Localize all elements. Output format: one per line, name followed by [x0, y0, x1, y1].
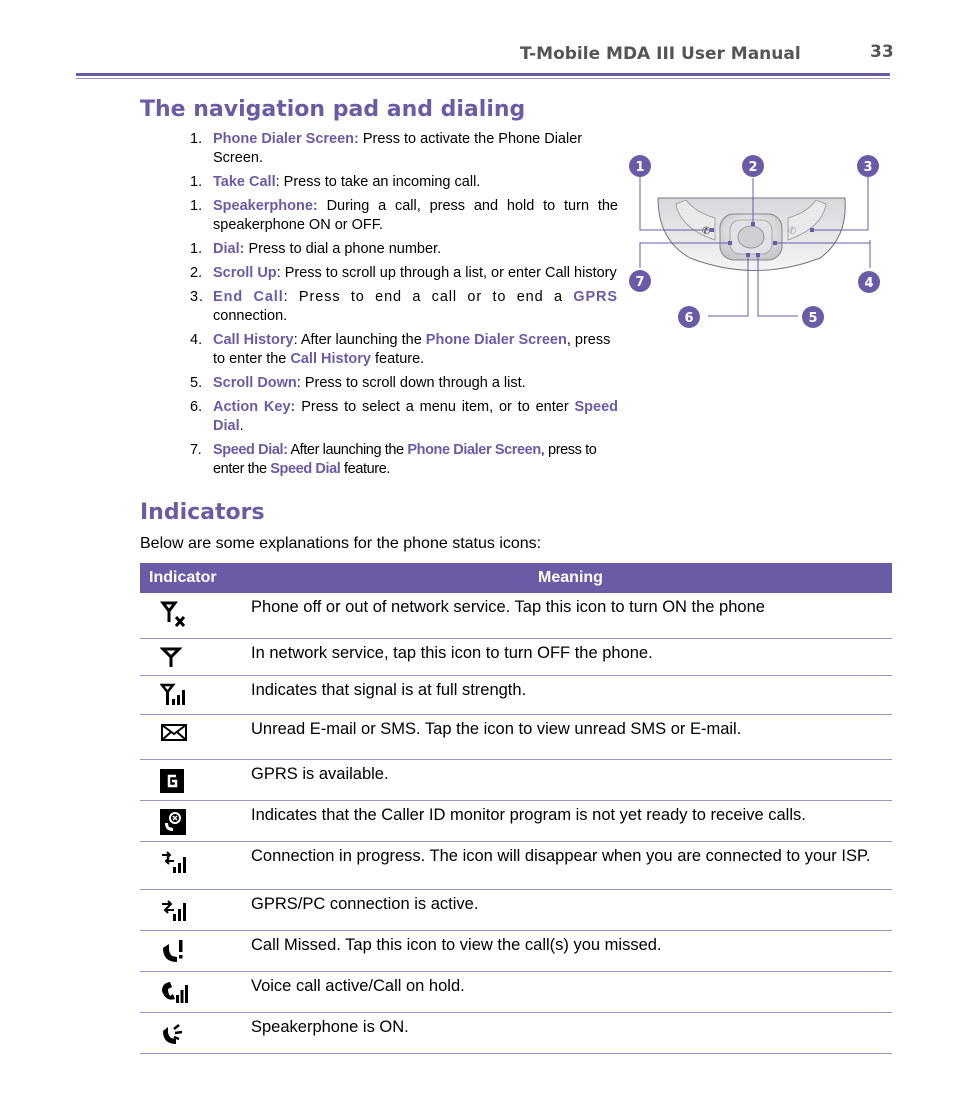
- list-item: [190, 130, 618, 168]
- missed-call-icon: [160, 938, 188, 971]
- list-item: [190, 374, 618, 393]
- item-text: : Press to scroll up through a list, or enter Call history: [276, 265, 617, 281]
- indicator-meaning: Phone off or out of network service. Tap this icon to turn ON the phone: [249, 593, 892, 638]
- item-number: 1.: [190, 241, 203, 257]
- indicator-meaning: GPRS is available.: [249, 759, 892, 800]
- antenna-icon: [160, 646, 188, 675]
- svg-text:4: 4: [864, 276, 874, 291]
- page-number: 33: [870, 42, 894, 62]
- svg-text:5: 5: [808, 311, 818, 326]
- callout-5: [802, 306, 824, 328]
- callout-2: [742, 155, 764, 177]
- item-number: 6.: [190, 399, 203, 415]
- item-keyword: Phone Dialer Screen: [407, 442, 541, 458]
- item-keyword: Speed Dial:: [213, 442, 288, 458]
- list-item: [190, 331, 618, 369]
- item-text: feature.: [370, 351, 425, 367]
- indicator-meaning: GPRS/PC connection is active.: [249, 889, 892, 930]
- column-header-indicator: Indicator: [140, 563, 249, 593]
- item-number: 4.: [190, 332, 203, 348]
- item-keyword: Scroll Down: [213, 375, 297, 391]
- item-text: Press to activate the Phone Dialer Screen.: [213, 131, 583, 166]
- table-row: [140, 675, 892, 714]
- speakerphone-icon: [160, 1020, 188, 1053]
- antenna-off-icon: [160, 600, 188, 635]
- table-row: [140, 971, 892, 1012]
- callout-1: [629, 155, 651, 177]
- list-item: [190, 240, 618, 259]
- caller-id-icon: [160, 808, 188, 841]
- table-row: [140, 800, 892, 841]
- item-number: 1.: [190, 131, 203, 147]
- item-text: : Press to scroll down through a list.: [296, 375, 526, 391]
- table-row: [140, 1012, 892, 1053]
- svg-text:✆: ✆: [702, 226, 711, 237]
- indicator-meaning: Call Missed. Tap this icon to view the call(s) you missed.: [249, 930, 892, 971]
- item-keyword: Phone Dialer Screen:: [213, 131, 359, 147]
- envelope-icon: [160, 722, 188, 749]
- connecting-icon: [160, 849, 188, 882]
- list-item: [190, 441, 618, 479]
- svg-text:1: 1: [635, 160, 645, 175]
- header-rule-thin: [76, 78, 890, 79]
- item-text: connection.: [213, 308, 288, 324]
- item-text: During a call, press and hold to turn the speakerphone ON or OFF.: [213, 198, 618, 233]
- item-keyword: Speed Dial: [270, 461, 341, 477]
- indicator-meaning: Indicates that the Caller ID monitor program is not yet ready to receive calls.: [249, 800, 892, 841]
- phone-body: [658, 198, 845, 271]
- item-text: Press to dial a phone number.: [244, 241, 442, 257]
- svg-text:3: 3: [863, 160, 873, 175]
- section-title-indicators: Indicators: [140, 500, 265, 525]
- indicator-meaning: Unread E-mail or SMS. Tap the icon to view unread SMS or E-mail.: [249, 714, 892, 759]
- item-text: : After launching the: [293, 332, 426, 348]
- item-keyword: Call History: [290, 351, 371, 367]
- item-number: 1.: [190, 198, 203, 214]
- table-header-row: [140, 563, 892, 593]
- gprs-icon: [160, 767, 188, 800]
- table-row: [140, 714, 892, 759]
- item-keyword: Scroll Up: [213, 265, 277, 281]
- item-keyword: End Call: [213, 289, 284, 305]
- indicators-table: [140, 563, 892, 1054]
- voice-call-icon: [160, 979, 188, 1012]
- indicators-intro: Below are some explanations for the phone status icons:: [140, 535, 542, 552]
- table-row: [140, 889, 892, 930]
- list-item: [190, 173, 618, 192]
- indicator-meaning: Voice call active/Call on hold.: [249, 971, 892, 1012]
- item-keyword: Phone Dialer Screen: [425, 332, 567, 348]
- item-keyword: Speakerphone:: [213, 198, 318, 214]
- table-row: [140, 930, 892, 971]
- item-keyword: Speed Dial: [213, 399, 618, 434]
- signal-full-icon: [160, 683, 188, 714]
- navigation-pad-diagram: [620, 148, 890, 338]
- item-number: 5.: [190, 375, 203, 391]
- item-text: Press to select a menu item, or to enter: [295, 399, 575, 415]
- item-text: , press to enter the: [213, 442, 597, 477]
- indicator-meaning: Speakerphone is ON.: [249, 1012, 892, 1053]
- callout-4: [858, 271, 880, 293]
- item-text: .: [239, 418, 244, 434]
- item-number: 7.: [190, 442, 202, 458]
- indicator-meaning: Indicates that signal is at full strength.: [249, 675, 892, 714]
- navigation-list: [190, 130, 618, 484]
- item-keyword: Take Call: [213, 174, 276, 190]
- phone-end-icon: [788, 226, 796, 237]
- table-row: [140, 841, 892, 889]
- phone-call-icon: [702, 226, 710, 237]
- item-number: 1.: [190, 174, 203, 190]
- item-text: : Press to take an incoming call.: [275, 174, 481, 190]
- connection-active-icon: [160, 897, 188, 930]
- list-item: [190, 288, 618, 326]
- table-row: [140, 593, 892, 638]
- item-keyword: Action Key:: [213, 399, 296, 415]
- header-title: T-Mobile MDA III User Manual: [520, 44, 801, 64]
- svg-text:6: 6: [684, 311, 694, 326]
- item-text: After launching the: [287, 442, 408, 458]
- callout-6: [678, 306, 700, 328]
- item-text: , press to enter the: [213, 332, 611, 367]
- item-keyword: Call History: [213, 332, 294, 348]
- item-keyword: GPRS: [573, 289, 618, 305]
- list-item: [190, 398, 618, 436]
- column-header-meaning: Meaning: [249, 563, 892, 593]
- svg-text:2: 2: [748, 160, 758, 175]
- section-title-navigation: The navigation pad and dialing: [140, 97, 526, 122]
- table-row: [140, 638, 892, 675]
- callout-3: [857, 155, 879, 177]
- item-text: feature.: [340, 461, 391, 477]
- indicator-meaning: Connection in progress. The icon will disappear when you are connected to your ISP.: [249, 841, 892, 889]
- indicator-meaning: In network service, tap this icon to turn OFF the phone.: [249, 638, 892, 675]
- item-keyword: Dial:: [213, 241, 245, 257]
- callout-7: [629, 270, 651, 292]
- table-row: [140, 759, 892, 800]
- header-rule: [76, 73, 890, 76]
- svg-text:7: 7: [635, 275, 645, 290]
- item-number: 3.: [190, 289, 204, 305]
- list-item: [190, 197, 618, 235]
- svg-text:✆: ✆: [788, 226, 797, 237]
- item-number: 2.: [190, 265, 203, 281]
- list-item: [190, 264, 618, 283]
- item-text: : Press to end a call or to end a: [283, 289, 574, 305]
